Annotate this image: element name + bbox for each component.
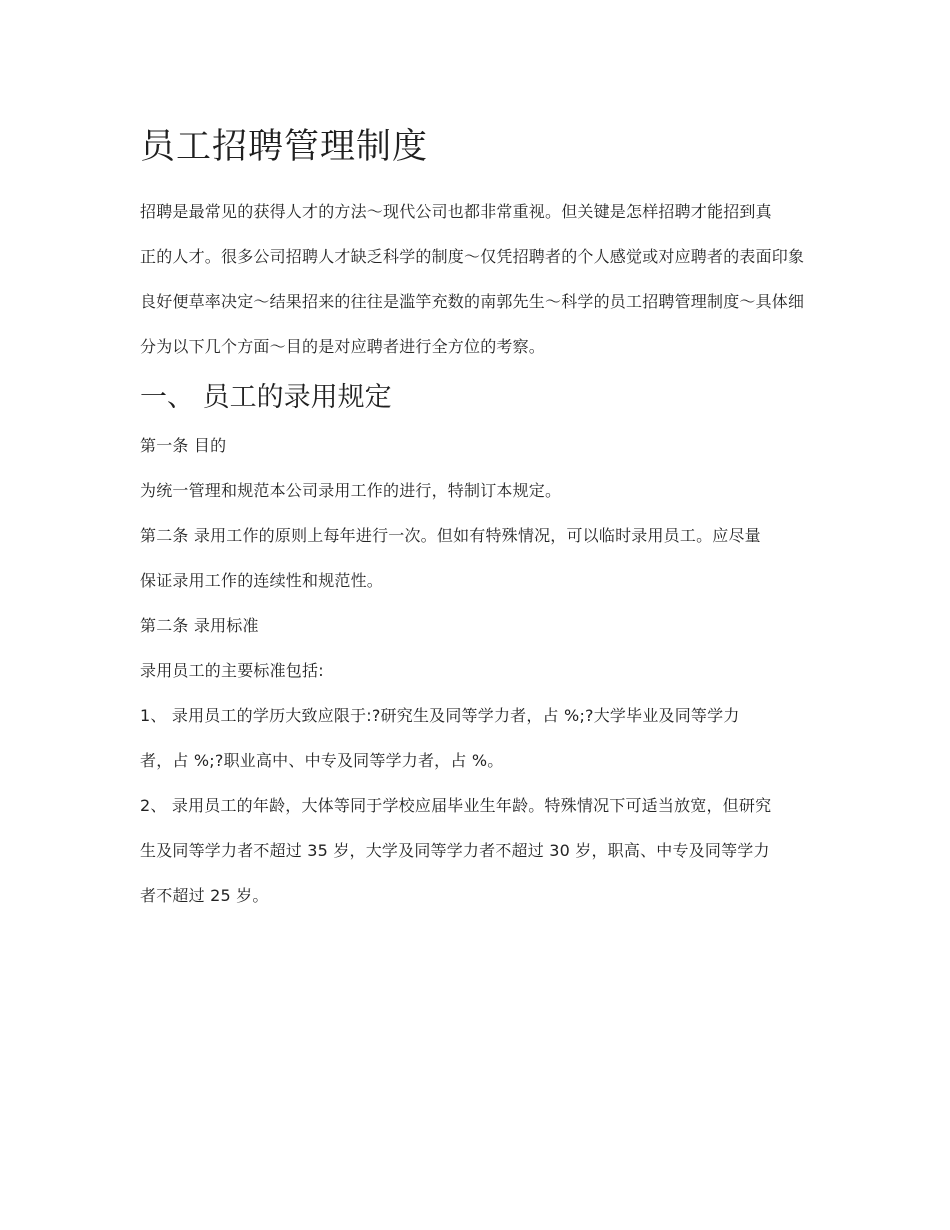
document-title: 员工招聘管理制度 [140,127,429,167]
article-title: 第一条 目的 [140,436,227,455]
document-body [140,118,812,927]
intro-paragraph: 招聘是最常见的获得人才的方法～现代公司也都非常重视。但关键是怎样招聘才能招到真 [140,202,772,221]
intro-paragraph: 正的人才。很多公司招聘人才缺乏科学的制度～仅凭招聘者的个人感觉或对应聘者的表面印象 [140,247,805,266]
body-paragraph: 第二条 录用工作的原则上每年进行一次。但如有特殊情况，可以临时录用员工。应尽量 [140,526,761,545]
body-paragraph: 录用员工的主要标准包括: [140,661,324,680]
body-paragraph: 者不超过 25 岁。 [140,886,269,905]
article-title: 第二条 录用标准 [140,616,259,635]
intro-paragraph: 分为以下几个方面～目的是对应聘者进行全方位的考察。 [140,337,546,356]
intro-paragraph: 良好便草率决定～结果招来的往往是滥竽充数的南郭先生～科学的员工招聘管理制度～具体细 [140,292,805,311]
body-paragraph: 者，占 %;?职业高中、中专及同等学力者，占 %。 [140,751,504,770]
body-paragraph: 保证录用工作的连续性和规范性。 [140,571,384,590]
list-item: 1、 录用员工的学历大致应限于:?研究生及同等学力者，占 %;?大学毕业及同等学力 [140,706,740,725]
body-paragraph: 生及同等学力者不超过 35 岁，大学及同等学力者不超过 30 岁，职高、中专及同等学力 [140,841,770,860]
body-paragraph: 为统一管理和规范本公司录用工作的进行，特制订本规定。 [140,481,562,500]
list-item: 2、 录用员工的年龄，大体等同于学校应届毕业生年龄。特殊情况下可适当放宽，但研究 [140,796,772,815]
section-heading: 一、 员工的录用规定 [140,382,392,413]
